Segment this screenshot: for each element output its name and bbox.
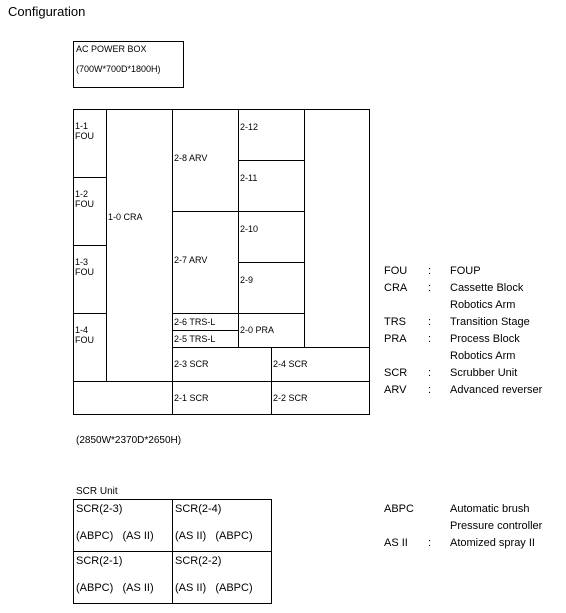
station-2-9-label: 2-9 bbox=[240, 275, 254, 285]
scr-2-1 bbox=[172, 381, 272, 415]
scr-unit-2-3-components: (ABPC) (AS II) bbox=[76, 530, 154, 542]
station-2-12-label: 2-12 bbox=[240, 122, 259, 132]
legend-sep: : bbox=[428, 333, 432, 345]
trs-2-6-label: 2-6 TRS-L bbox=[174, 317, 216, 327]
legend-desc: Cassette Block bbox=[450, 282, 524, 294]
ac-power-box-dimensions: (700W*700D*1800H) bbox=[76, 64, 161, 74]
arv-2-7 bbox=[172, 211, 239, 314]
fou-1-2 bbox=[73, 177, 107, 246]
scr-2-4-label: 2-4 SCR bbox=[273, 359, 308, 369]
arv-2-8-label: 2-8 ARV bbox=[174, 153, 208, 163]
legend-desc: Scrubber Unit bbox=[450, 367, 518, 379]
legend-desc: Robotics Arm bbox=[450, 350, 516, 362]
station-2-11-label: 2-11 bbox=[240, 173, 258, 183]
trs-2-6 bbox=[172, 313, 239, 331]
cra-1-0 bbox=[106, 109, 173, 382]
overall-dimensions: (2850W*2370D*2650H) bbox=[76, 435, 182, 446]
legend-abbr: CRA bbox=[384, 282, 408, 294]
scr-2-4 bbox=[271, 347, 370, 382]
legend-abbr: TRS bbox=[384, 316, 406, 328]
legend-sep: : bbox=[428, 367, 432, 379]
scr-unit-2-2-name: SCR(2-2) bbox=[175, 555, 222, 567]
legend-sep: : bbox=[428, 537, 432, 549]
empty-bay bbox=[304, 109, 370, 348]
scr-unit-2-2 bbox=[172, 551, 272, 604]
bottom-left-bay bbox=[73, 381, 173, 415]
fou-1-2-type: FOU bbox=[75, 199, 94, 209]
scr-2-3-label: 2-3 SCR bbox=[174, 359, 209, 369]
station-2-10 bbox=[238, 211, 305, 263]
page-title: Configuration bbox=[8, 4, 86, 19]
scr-unit-2-1-name: SCR(2-1) bbox=[76, 555, 123, 567]
legend-desc: Transition Stage bbox=[450, 316, 530, 328]
scr-unit-2-3-name: SCR(2-3) bbox=[76, 503, 123, 515]
legend-desc: Automatic brush bbox=[450, 503, 530, 515]
legend-desc: Process Block bbox=[450, 333, 520, 345]
ac-power-box bbox=[73, 41, 184, 88]
fou-1-1-id: 1-1 bbox=[75, 121, 89, 131]
legend-sep: : bbox=[428, 316, 432, 328]
legend-abbr: FOU bbox=[384, 265, 408, 277]
legend-desc: Advanced reverser bbox=[450, 384, 543, 396]
trs-2-5 bbox=[172, 330, 239, 348]
fou-1-3-id: 1-3 bbox=[75, 257, 89, 267]
fou-1-1 bbox=[73, 109, 107, 178]
legend-abbr: SCR bbox=[384, 367, 408, 379]
scr-2-1-label: 2-1 SCR bbox=[174, 393, 209, 403]
ac-power-box-label: AC POWER BOX bbox=[76, 44, 147, 54]
fou-1-4-id: 1-4 bbox=[75, 325, 89, 335]
scr-unit-2-1-components: (ABPC) (AS II) bbox=[76, 582, 154, 594]
scr-2-2 bbox=[271, 381, 370, 415]
station-2-10-label: 2-10 bbox=[240, 224, 259, 234]
station-2-12 bbox=[238, 109, 305, 161]
fou-1-1-type: FOU bbox=[75, 131, 94, 141]
cra-1-0-label: 1-0 CRA bbox=[108, 212, 143, 222]
scr-unit-2-4-name: SCR(2-4) bbox=[175, 503, 222, 515]
arv-2-7-label: 2-7 ARV bbox=[174, 255, 208, 265]
legend-abbr: ABPC bbox=[384, 503, 414, 515]
legend-abbr: ARV bbox=[384, 384, 407, 396]
scr-unit-2-4 bbox=[172, 499, 272, 552]
pra-2-0 bbox=[238, 313, 305, 348]
pra-2-0-label: 2-0 PRA bbox=[240, 325, 275, 335]
fou-1-2-id: 1-2 bbox=[75, 189, 89, 199]
scr-unit-2-3 bbox=[73, 499, 173, 552]
legend-abbr: AS II bbox=[384, 537, 408, 549]
fou-1-3 bbox=[73, 245, 107, 314]
fou-1-3-type: FOU bbox=[75, 267, 94, 277]
legend-sep: : bbox=[428, 282, 432, 294]
fou-1-4 bbox=[73, 313, 107, 382]
legend-desc: Robotics Arm bbox=[450, 299, 516, 311]
arv-2-8 bbox=[172, 109, 239, 212]
scr-2-2-label: 2-2 SCR bbox=[273, 393, 308, 403]
legend-abbr: PRA bbox=[384, 333, 407, 345]
legend-desc: FOUP bbox=[450, 265, 481, 277]
scr-unit-2-2-components: (AS II) (ABPC) bbox=[175, 582, 253, 594]
trs-2-5-label: 2-5 TRS-L bbox=[174, 334, 216, 344]
legend-sep: : bbox=[428, 384, 432, 396]
scr-unit-2-1 bbox=[73, 551, 173, 604]
station-2-11 bbox=[238, 160, 305, 212]
scr-unit-title: SCR Unit bbox=[76, 486, 118, 497]
legend-desc: Atomized spray II bbox=[450, 537, 535, 549]
scr-2-3 bbox=[172, 347, 272, 382]
legend-sep: : bbox=[428, 265, 432, 277]
station-2-9 bbox=[238, 262, 305, 314]
legend-desc: Pressure controller bbox=[450, 520, 543, 532]
scr-unit-2-4-components: (AS II) (ABPC) bbox=[175, 530, 253, 542]
fou-1-4-type: FOU bbox=[75, 335, 94, 345]
